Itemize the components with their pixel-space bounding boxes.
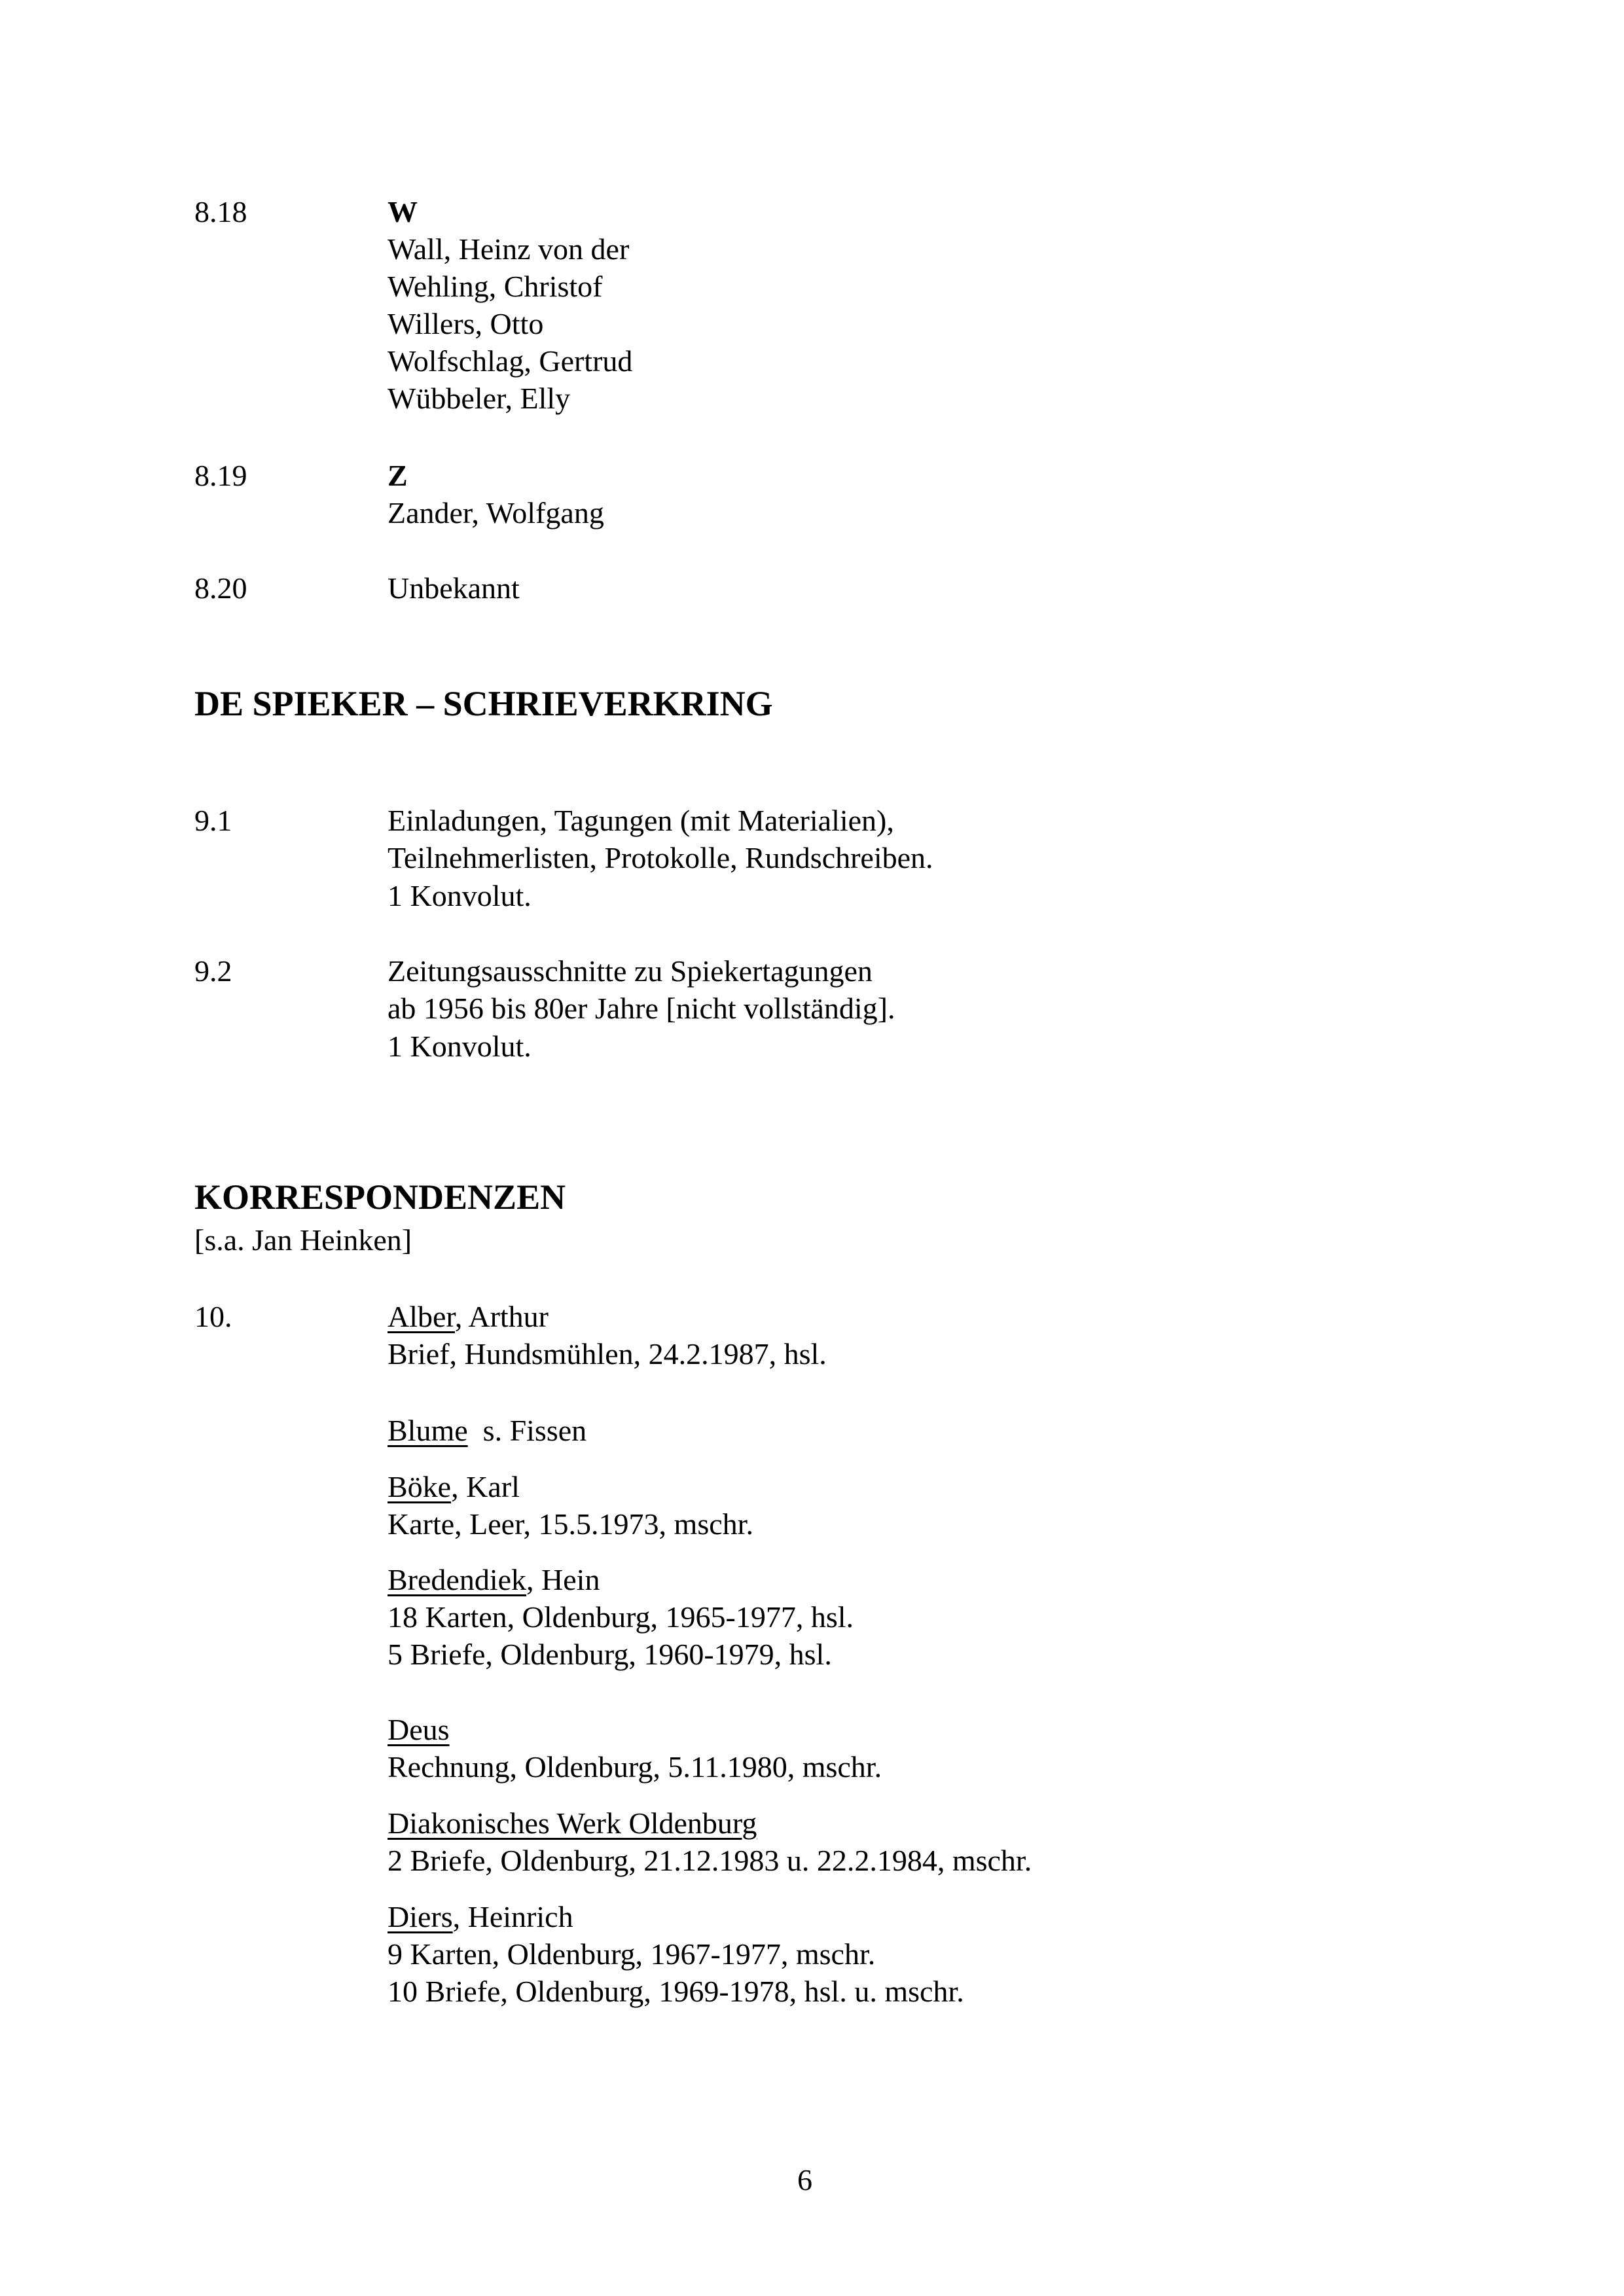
correspondence-detail: Karte, Leer, 15.5.1973, mschr. [388,1507,753,1541]
name-entry: Willers, Otto [388,307,544,340]
correspondence-detail: 10 Briefe, Oldenburg, 1969-1978, hsl. u. mschr. [388,1975,964,2008]
item-line: 1 Konvolut. [388,879,532,912]
correspondent-first-name: , Heinrich [452,1900,573,1933]
correspondent [388,1711,450,1749]
correspondence-detail: 5 Briefe, Oldenburg, 1960-1979, hsl. [388,1638,832,1671]
correspondent [388,1412,586,1450]
section-number: 8.19 [194,459,247,492]
letter-heading: Z [388,459,408,492]
correspondent-name: Diers [388,1900,453,1933]
correspondence-detail: 18 Karten, Oldenburg, 1965-1977, hsl. [388,1600,854,1634]
item-number: 10. [194,1300,232,1333]
page-number: 6 [797,2163,812,2197]
entry-text: Unbekannt [388,571,520,605]
correspondent-first-name: , Arthur [454,1300,549,1333]
correspondent-name: Alber [388,1300,455,1333]
cross-reference: s. Fissen [467,1414,587,1447]
item-line: Einladungen, Tagungen (mit Materialien), [388,804,894,837]
correspondence-detail: 2 Briefe, Oldenburg, 21.12.1983 u. 22.2.1984, mschr. [388,1844,1032,1877]
section-number: 8.20 [194,571,247,605]
correspondent [388,1298,549,1336]
section-number: 8.18 [194,195,247,228]
section-heading: KORRESPONDENZEN [194,1177,566,1217]
correspondent [388,1898,573,1936]
name-entry: Wolfschlag, Gertrud [388,344,633,378]
name-entry: Wehling, Christof [388,270,603,303]
correspondent-name: Bredendiek [388,1563,527,1596]
correspondent-first-name: , Karl [451,1470,520,1503]
name-entry: Zander, Wolfgang [388,496,604,529]
correspondent-name: Diakonisches Werk Oldenburg [388,1806,757,1840]
correspondent [388,1468,520,1506]
correspondent-name: Blume [388,1414,468,1447]
item-number: 9.1 [194,804,232,837]
item-line: Zeitungsausschnitte zu Spiekertagungen [388,954,873,988]
letter-heading: W [388,195,418,228]
correspondence-detail: 9 Karten, Oldenburg, 1967-1977, mschr. [388,1937,876,1971]
item-line: 1 Konvolut. [388,1030,532,1063]
section-subtitle: [s.a. Jan Heinken] [194,1223,412,1257]
name-entry: Wübbeler, Elly [388,382,571,415]
correspondent [388,1561,600,1599]
item-line: Teilnehmerlisten, Protokolle, Rundschreiben. [388,841,933,874]
correspondence-detail: Rechnung, Oldenburg, 5.11.1980, mschr. [388,1750,882,1784]
item-number: 9.2 [194,954,232,988]
correspondent-first-name: , Hein [526,1563,600,1596]
correspondent [388,1804,757,1842]
correspondence-detail: Brief, Hundsmühlen, 24.2.1987, hsl. [388,1337,827,1371]
correspondent-name: Böke [388,1470,452,1503]
item-line: ab 1956 bis 80er Jahre [nicht vollständig]. [388,992,895,1025]
name-entry: Wall, Heinz von der [388,232,630,266]
section-heading: DE SPIEKER – SCHRIEVERKRING [194,684,773,723]
correspondent-name: Deus [388,1713,450,1746]
